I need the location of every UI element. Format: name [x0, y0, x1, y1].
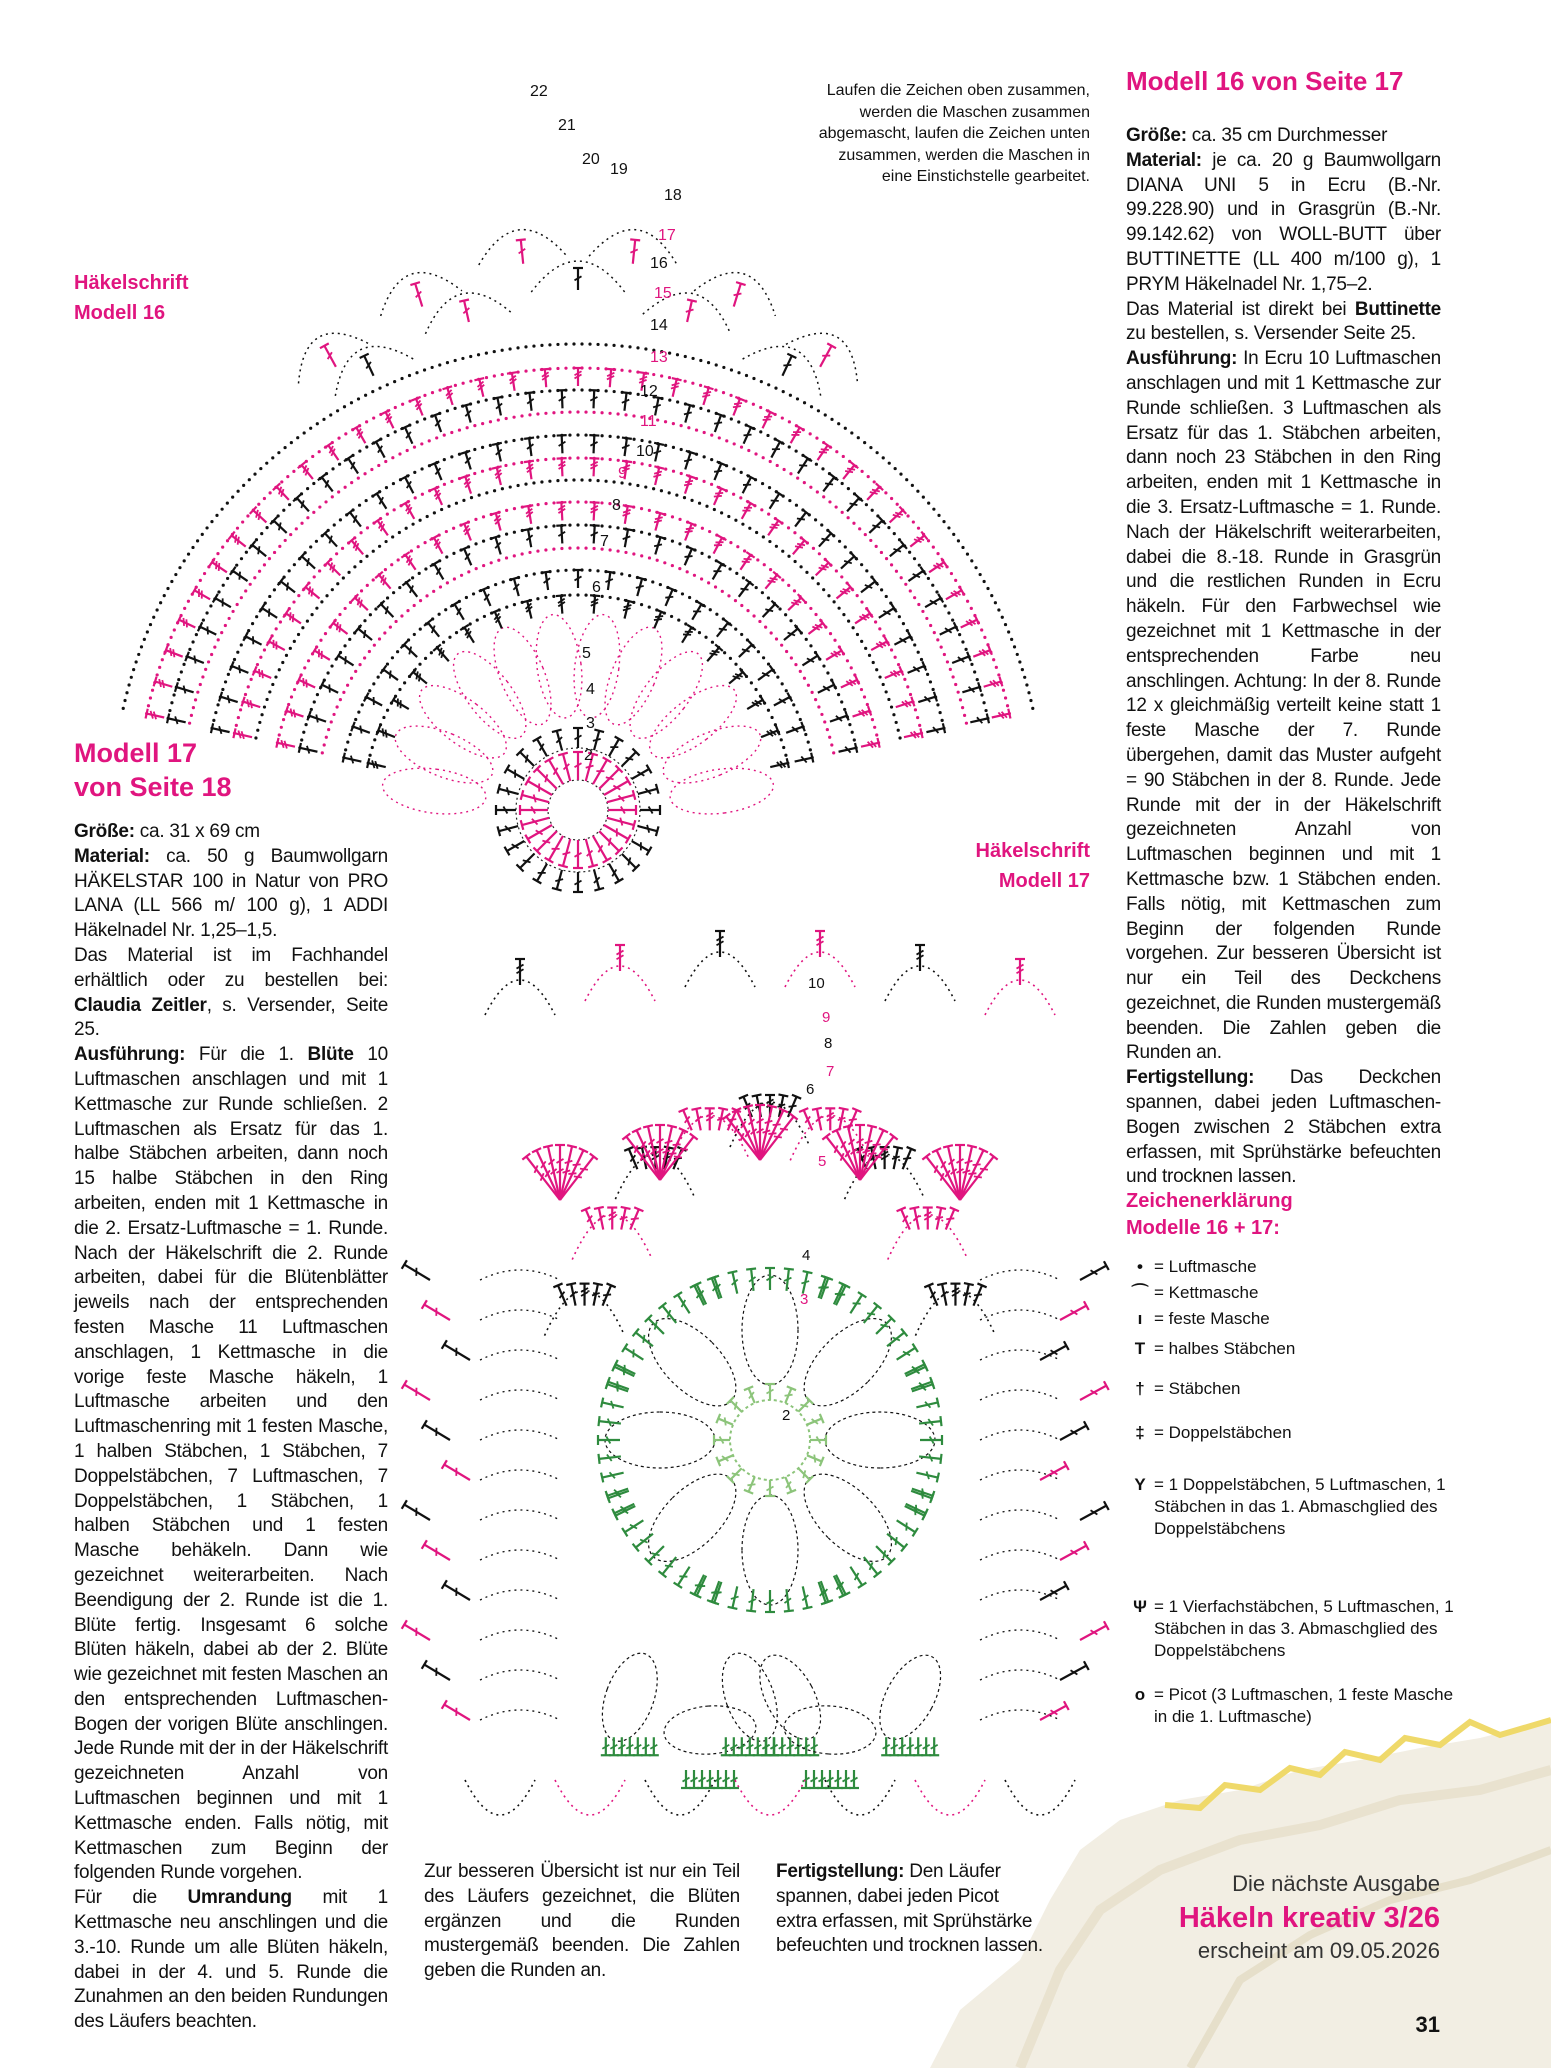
- model-16-title: Modell 16 von Seite 17: [1126, 66, 1404, 96]
- legend-item-label: = Stäbchen: [1154, 1379, 1241, 1398]
- round-number: 3: [800, 1291, 809, 1308]
- round-number: 10: [636, 443, 654, 460]
- round-number: 14: [650, 317, 668, 334]
- slip-stitch-icon: ⌒: [1131, 1283, 1149, 1302]
- next-issue: [1060, 1868, 1440, 1966]
- legend-item-label: = 1 Doppelstäbchen, 5 Luftmaschen, 1 Stäbchen in das 1. Abmaschglied des Doppelstäbchens: [1154, 1475, 1446, 1538]
- round-number: 7: [600, 533, 609, 550]
- legend-item-label: = Luftmasche: [1154, 1257, 1257, 1276]
- round-number: 17: [658, 227, 676, 244]
- single-crochet-icon: ı: [1137, 1309, 1143, 1328]
- legend-item: [1126, 1422, 1456, 1444]
- treble-crochet-icon: ‡: [1135, 1423, 1145, 1442]
- next-issue-line: Die nächste Ausgabe: [1232, 1871, 1440, 1896]
- model-16-instructions: [1126, 124, 1441, 1190]
- legend-item-label: = Doppelstäbchen: [1154, 1423, 1292, 1442]
- model-16-supplier: Das Material ist direkt bei Buttinette zu bestellen, s. Versender Seite 25.: [1126, 298, 1441, 345]
- round-number: 20: [582, 151, 600, 168]
- round-number: 21: [558, 117, 576, 134]
- round-number: 12: [640, 383, 658, 400]
- round-number: 9: [618, 465, 627, 482]
- page-number: 31: [1415, 2012, 1440, 2037]
- legend-item: [1126, 1596, 1456, 1662]
- next-issue-title: Häkeln kreativ 3/26: [1178, 1902, 1440, 1934]
- top-note-line: abgemascht, laufen die Zeichen unten: [818, 125, 1090, 142]
- legend-item-label: = feste Masche: [1154, 1309, 1270, 1328]
- round-number: 13: [650, 349, 668, 366]
- chain-stitch-icon: •: [1137, 1257, 1143, 1276]
- round-number: 22: [530, 83, 548, 100]
- round-number: 16: [650, 255, 668, 272]
- model-17-size: Größe: ca. 31 x 69 cm: [74, 821, 260, 842]
- legend-item-label: = Picot (3 Luftmaschen, 1 feste Masche in die 1. Luftmasche): [1154, 1685, 1454, 1726]
- model-17-instructions: [74, 820, 388, 2035]
- model-16-material: Material: je ca. 20 g Baumwollgarn DIANA UNI 5 in Ecru (B.-Nr. 99.228.90) und in Grasgrün (B.-Nr. 99.142.62) von WOLL-BUTT über BUTTINETTE (LL 400 m/100 g), 1 PRYM Häkelnadel Nr. 1,75–2.: [1126, 149, 1441, 295]
- half-double-crochet-icon: T: [1134, 1339, 1146, 1358]
- double-crochet-icon: †: [1135, 1379, 1145, 1398]
- model-16-finishing: Fertigstellung: Das Deckchen spannen, dabei jeden Luftmaschen-Bogen zwischen 2 Stäbchen extra erfassen, mit Sprühstärke befeuchten und trocknen lassen.: [1126, 1067, 1441, 1188]
- legend-item: [1126, 1378, 1456, 1400]
- model-17-border: Für die Umrandung mit 1 Kettmasche neu anschlingen und die 3.-10. Runde um alle Blüten häkeln, dabei in der 4. und 5. Runde die Zunahmen an den beiden Rundungen des Läufers beachten.: [74, 1887, 388, 2033]
- legend-item-label: = 1 Vierfachstäbchen, 5 Luftmaschen, 1 Stäbchen in das 3. Abmaschglied des Doppelstäbchens: [1154, 1597, 1454, 1660]
- round-number: 11: [640, 413, 657, 430]
- model-16-size: Größe: ca. 35 cm Durchmesser: [1126, 125, 1388, 146]
- round-number: 5: [818, 1153, 827, 1170]
- legend-item-label: = Kettmasche: [1154, 1283, 1259, 1302]
- model-17-title: Modell 17 von Seite 18: [74, 738, 232, 802]
- round-number: 6: [592, 579, 601, 596]
- round-number: 8: [612, 497, 621, 514]
- round-number: 2: [584, 747, 593, 764]
- round-number: 10: [808, 975, 825, 992]
- round-number: 15: [654, 285, 672, 302]
- top-note-line: eine Einstichstelle gearbeitet.: [881, 168, 1090, 185]
- round-number: 4: [586, 681, 595, 698]
- diagram-17-label: Häkelschrift Modell 17: [975, 840, 1090, 892]
- round-number: 4: [802, 1247, 811, 1264]
- diagram-model-16: [122, 83, 1035, 892]
- round-number: 6: [806, 1081, 815, 1098]
- top-note-line: zusammen, werden die Maschen in: [838, 146, 1090, 164]
- top-note-line: werden die Maschen zusammen: [859, 103, 1090, 121]
- legend-item-label: = halbes Stäbchen: [1154, 1339, 1296, 1358]
- legend-item: [1126, 1282, 1456, 1304]
- quadruple-stitch-icon: Ψ: [1133, 1597, 1147, 1616]
- diagram-model-17: [402, 931, 1109, 1815]
- model-17-finishing: Fertigstellung: Den Läufer spannen, dabei jeden Picot extra erfassen, mit Sprühstärke befeuchten und trocknen lassen.: [776, 1861, 1043, 1957]
- top-note: [770, 80, 1090, 188]
- cluster-stitch-icon: Y: [1134, 1475, 1146, 1494]
- next-issue-date: erscheint am 09.05.2026: [1197, 1938, 1440, 1963]
- legend-title: Zeichenerklärung Modelle 16 + 17:: [1126, 1190, 1293, 1239]
- round-number: 9: [822, 1009, 831, 1026]
- round-number: 5: [582, 645, 591, 662]
- top-note-line: Laufen die Zeichen oben zusammen,: [826, 82, 1090, 99]
- legend-item: [1126, 1338, 1456, 1360]
- model-17-supplier: Das Material ist im Fachhandel erhältlich oder zu bestellen bei: Claudia Zeitler, s. Versender, Seite 25.: [74, 944, 389, 1041]
- round-number: 3: [586, 715, 595, 732]
- model-16-execution: Ausführung: In Ecru 10 Luftmaschen anschlagen und mit 1 Kettmasche zur Runde schließen. 3 Luftmaschen als Ersatz für das 1. Stäbchen arbeiten, dann noch 23 Stäbchen in den Ring arbeiten, enden mit 1 Kettmasche in die 3. Ersatz-Luftmasche = 1. Runde. Nach der Häkelschrift weiterarbeiten, dabei die 8.-18. Runde in Grasgrün und die restlichen Runden in Ecru häkeln. Für den Farbwechsel wie gezeichnet mit 1 Kettmasche in der entsprechenden Farbe neu anschlingen. Achtung: In der 8. Runde 12 x gleichmäßig verteilt keine statt 1 feste Masche der 7. Runde übergehen, damit das Muster aufgeht = 90 Stäbchen in der 8. Runde. Jede Runde mit der in der Häkelschrift gezeichneten Anzahl von Luftmaschen beginnen und mit 1 Kettmasche bzw. 1 Stäbchen enden. Falls nötig, mit Kettmaschen zum Beginn der folgenden Runde vorgehen. Zur besseren Übersicht ist nur ein Teil des Deckchens gezeichnet, die Runden mustergemäß beenden. Die Zahlen geben die Runden an.: [1126, 348, 1441, 1064]
- round-number: 8: [824, 1035, 833, 1052]
- diagram-16-label: Häkelschrift Modell 16: [74, 272, 189, 324]
- legend-item: [1126, 1474, 1456, 1540]
- legend-item: [1126, 1308, 1456, 1330]
- round-number: 18: [664, 187, 682, 204]
- picot-icon: o: [1134, 1685, 1146, 1704]
- round-number: 19: [610, 161, 628, 178]
- round-number: 7: [826, 1063, 835, 1080]
- model-17-execution: Ausführung: Für die 1. Blüte 10 Luftmaschen anschlagen und mit 1 Kettmasche zur Runde schließen. 2 Luftmaschen als Ersatz für das 1. halbe Stäbchen arbeiten, dann noch 15 halbe Stäbchen in den Ring arbeiten, enden mit 1 Kettmasche in die 2. Ersatz-Luftmasche = 1. Runde. Nach der Häkelschrift die 2. Runde arbeiten, dabei für die Blütenblätter jeweils nach der entsprechenden festen Masche 11 Luftmaschen anschlagen, 1 Kettmasche in die vorige feste Masche häkeln, 1 Luftmasche arbeiten und den Luftmaschenring mit 1 festen Masche, 1 halben Stäbchen, 1 Stäbchen, 7 Doppelstäbchen, 7 Luftmaschen, 7 Doppelstäbchen, 1 Stäbchen, 1 halben Stäbchen und 1 festen Masche behäkeln. Dann wie gezeichnet weiterarbeiten. Nach Beendigung der 2. Runde ist die 1. Blüte fertig. Insgesamt 6 solche Blüten häkeln, dabei ab der 2. Blüte wie gezeichnet mit festen Maschen an den entsprechenden Luftmaschen-Bogen der vorigen Blüte anschlingen. Jede Runde mit der in der Häkelschrift gezeichneten Anzahl von Luftmaschen beginnen und mit 1 Kettmasche enden. Falls nötig, mit Kettmaschen zum Beginn der folgenden Runde vorgehen.: [74, 1044, 388, 1884]
- legend-item: [1126, 1256, 1456, 1278]
- legend-item: [1126, 1684, 1456, 1728]
- model-17-material: Material: ca. 50 g Baumwollgarn HÄKELSTAR 100 in Natur von PRO LANA (LL 566 m/ 100 g), 1 ADDI Häkelnadel Nr. 1,25–1,5.: [74, 845, 388, 942]
- model-17-note: Zur besseren Übersicht ist nur ein Teil des Läufers gezeichnet, die Blüten ergänzen und die Runden mustergemäß beenden. Die Zahlen geben die Runden an.: [424, 1861, 740, 1982]
- round-number: 2: [782, 1407, 791, 1424]
